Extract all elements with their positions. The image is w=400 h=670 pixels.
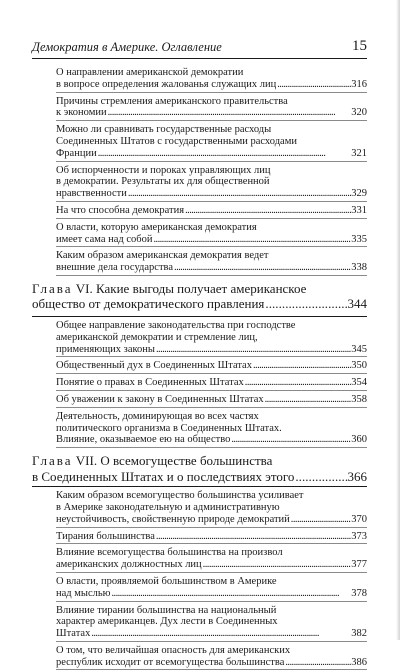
entry-title-line: Понятие о правах в Соединенных Штатах (56, 377, 244, 389)
dot-leader (202, 559, 352, 571)
dot-leader (290, 514, 351, 526)
toc-page-number: 366 (347, 468, 367, 484)
entry-title-line: в Америке законодательную и административную (56, 501, 280, 513)
toc-entry (32, 573, 367, 602)
toc-page-number: 370 (351, 513, 367, 525)
toc-page-number: 382 (351, 628, 367, 640)
toc-page-number: 378 (351, 587, 367, 599)
toc-page-number: 338 (351, 262, 367, 274)
chapter-title-line: Какие выгоды получает американское (96, 280, 307, 296)
dot-leader (173, 262, 351, 274)
toc-entry (32, 202, 367, 219)
entry-title-line: Причины стремления американского правительства (56, 95, 288, 107)
toc-entry (32, 64, 367, 93)
toc-page-number: 377 (351, 559, 367, 571)
entry-title-line: Тирания большинства (56, 530, 155, 542)
dot-leader (244, 377, 351, 389)
toc-page-number: 345 (351, 343, 367, 355)
toc-entry (32, 408, 367, 448)
entry-title-line: имеет сама над собой (56, 233, 153, 245)
toc-entry (32, 602, 367, 642)
toc-entry (32, 162, 367, 202)
dot-leader (97, 148, 352, 160)
entry-title-line: республик исходит от всемогущества большинства (56, 656, 285, 668)
entry-title-line: нравственности (56, 188, 127, 200)
toc-chapter (32, 276, 367, 317)
toc-chapter (32, 448, 367, 487)
entry-title-line: применяющих законы (56, 343, 155, 355)
dot-leader (152, 234, 351, 246)
entry-title-line: На что способна демократия (56, 204, 185, 216)
dot-leader (276, 79, 351, 91)
table-of-contents (32, 64, 367, 670)
toc-page-number: 358 (351, 393, 367, 405)
entry-title-line: Общественный дух в Соединенных Штатах (56, 360, 252, 372)
toc-page-number: 373 (351, 530, 367, 542)
entry-title-line: О власти, проявляемой большинством в Америке (56, 575, 277, 587)
chapter-title-line: О всемогуществе большинства (100, 453, 273, 469)
chapter-title-line: в Соединенных Штатах и о последствиях этого (32, 468, 295, 484)
entry-title-line: к экономии (56, 107, 107, 119)
entry-title-line: Штатах (56, 628, 91, 640)
dot-leader (252, 360, 351, 372)
entry-title-line: Влияние тирании большинства на национальный (56, 604, 277, 616)
toc-entry (32, 374, 367, 391)
toc-page-number: 344 (347, 296, 367, 312)
toc-entry (32, 544, 367, 573)
entry-title-line: американской демократии и стремление лиц, (56, 331, 258, 343)
entry-title-line: Об испорченности и пороках управляющих лиц (56, 164, 271, 176)
toc-entry (32, 247, 367, 276)
toc-entry (32, 642, 367, 670)
chapter-numeral: VI. (75, 280, 93, 296)
toc-entry (32, 219, 367, 248)
dot-leader (264, 296, 347, 312)
toc-page-number: 329 (351, 188, 367, 200)
page-number: 15 (352, 38, 367, 54)
entry-title-line: в демократии. Результаты их для общественной (56, 176, 270, 188)
dot-leader (110, 588, 351, 600)
chapter-numeral: VII. (75, 453, 98, 469)
entry-title-line: Каким образом всемогущество большинства усиливает (56, 490, 304, 502)
entry-title-line: Можно ли сравнивать государственные расходы (56, 124, 272, 136)
entry-title-line: Влияние всемогущества большинства на произвол (56, 547, 283, 559)
dot-leader (155, 531, 351, 543)
entry-title-line: Каким образом американская демократия ведет (56, 250, 269, 262)
dot-leader (155, 344, 351, 356)
entry-title-line: О власти, которую американская демократия (56, 221, 257, 233)
toc-entry (32, 357, 367, 374)
entry-title-line: в вопросе определения жалованья служащих лиц (56, 78, 277, 90)
chapter-label: Глава (32, 453, 73, 469)
toc-page-number: 350 (351, 360, 367, 372)
entry-title-line: Франции (56, 147, 97, 159)
dot-leader (127, 188, 351, 200)
entry-title-line: американских должностных лиц (56, 559, 202, 571)
toc-entry (32, 93, 367, 122)
entry-title-line: Деятельность, доминирующая во всех частях (56, 410, 259, 422)
toc-entry (32, 487, 367, 527)
page-edge-shadow (396, 0, 400, 640)
entry-title-line: характер американцев. Дух лести в Соединенных (56, 616, 278, 628)
entry-title-line: О том, что величайшая опасность для американских (56, 644, 291, 656)
dot-leader (294, 469, 347, 485)
entry-title-line: Об уважении к закону в Соединенных Штатах (56, 393, 264, 405)
toc-page-number: 316 (351, 78, 367, 90)
entry-title-line: внешние дела государства (56, 262, 174, 274)
dot-leader (107, 107, 352, 119)
toc-page-number: 360 (351, 434, 367, 446)
dot-leader (230, 434, 351, 446)
chapter-title-line: общество от демократического правления (32, 296, 265, 312)
dot-leader (264, 394, 352, 406)
toc-page-number: 331 (351, 204, 367, 216)
header-rule (32, 58, 367, 59)
toc-page-number: 320 (351, 107, 367, 119)
entry-title-line: Влияние, оказываемое ею на общество (56, 434, 231, 446)
toc-page-number: 354 (351, 377, 367, 389)
entry-title-line: политического организма в Соединенных Штатах. (56, 422, 282, 434)
toc-entry (32, 528, 367, 545)
entry-title-line: Соединенных Штатов с государственными расходами (56, 135, 297, 147)
toc-entry (32, 317, 367, 357)
entry-title-line: Общее направление законодательства при господстве (56, 319, 296, 331)
entry-title-line: неустойчивость, свойственную природе демократий (56, 513, 290, 525)
entry-title-line: О направлении американской демократии (56, 67, 244, 78)
running-title: Демократия в Америке. Оглавление (32, 40, 222, 54)
dot-leader (90, 628, 351, 640)
toc-entry (32, 391, 367, 408)
entry-title-line: над мыслью (56, 587, 111, 599)
page-header (32, 38, 367, 58)
toc-entry (32, 121, 367, 161)
chapter-label: Глава (32, 280, 73, 296)
toc-page-number: 335 (351, 233, 367, 245)
toc-page-number: 386 (351, 656, 367, 668)
toc-page-number: 321 (351, 147, 367, 159)
dot-leader (284, 657, 351, 669)
dot-leader (184, 205, 351, 217)
